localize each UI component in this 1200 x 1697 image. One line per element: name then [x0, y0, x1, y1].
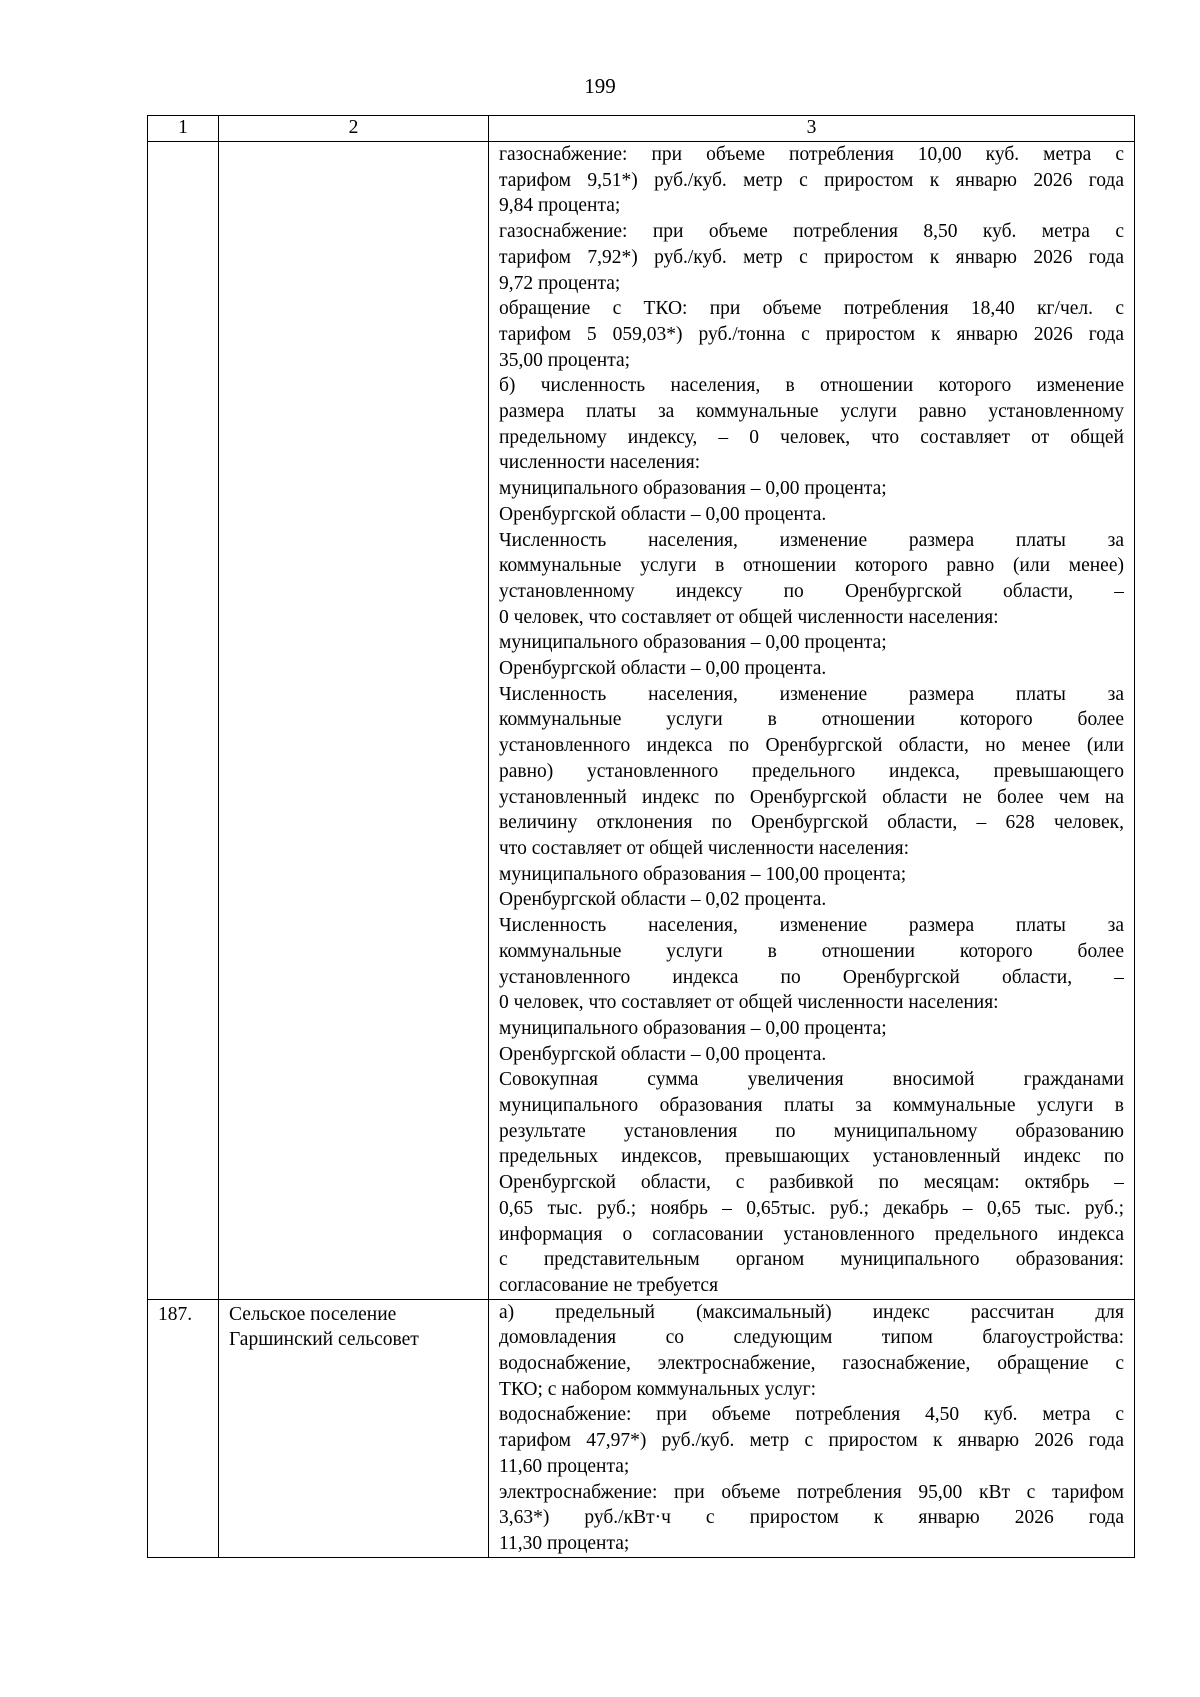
text-line: 0 человек, что составляет от общей численности населения: — [499, 992, 999, 1014]
text-line: коммунальные услуги в отношении которого равно (или менее) — [499, 555, 1124, 577]
municipality-name-cell — [219, 1299, 489, 1557]
text-line: электроснабжение: при объеме потребления 95,00 кВт с тарифом — [499, 1481, 1124, 1503]
text-line: ТКО; с набором коммунальных услуг: — [499, 1378, 817, 1400]
text-line: 35,00 процента; — [499, 349, 631, 371]
column-header-1: 1 — [148, 116, 219, 142]
text-line: информация о согласовании установленного предельного индекса — [499, 1223, 1124, 1245]
text-line: что составляет от общей численности населения: — [499, 837, 910, 859]
text-line: Оренбургской области – 0,00 процента. — [499, 1043, 827, 1065]
text-line: равно) установленного предельного индекса, превышающего — [499, 760, 1124, 782]
row-number-cell — [148, 142, 219, 1300]
municipality-name-line: Сельское поселение — [229, 1303, 397, 1325]
description-cell — [489, 142, 1135, 1300]
text-line: Численность населения, изменение размера платы за — [499, 683, 1124, 705]
text-line: 11,60 процента; — [499, 1455, 630, 1477]
text-line: тарифом 5 059,03*) руб./тонна с приростом к январю 2026 года — [499, 323, 1124, 345]
text-line: тарифом 7,92*) руб./куб. метр с приростом к январю 2026 года — [499, 246, 1124, 268]
text-line: Численность населения, изменение размера платы за — [499, 529, 1124, 551]
text-line: муниципального образования платы за коммунальные услуги в — [499, 1095, 1124, 1117]
text-line: установленному индексу по Оренбургской области, – — [499, 580, 1124, 602]
row-number: 187. — [158, 1303, 193, 1325]
text-line: Оренбургской области – 0,00 процента. — [499, 503, 827, 525]
text-line: газоснабжение: при объеме потребления 8,50 куб. метра с — [499, 221, 1124, 243]
municipality-name-line: Гаршинский сельсовет — [229, 1329, 419, 1351]
row-number-cell — [148, 1299, 219, 1557]
text-line: 0 человек, что составляет от общей численности населения: — [499, 606, 999, 628]
text-line: а) предельный (максимальный) индекс рассчитан для — [499, 1301, 1124, 1323]
text-line: обращение с ТКО: при объеме потребления 18,40 кг/чел. с — [499, 298, 1124, 320]
text-line: 0,65 тыс. руб.; ноябрь – 0,65тыс. руб.; декабрь – 0,65 тыс. руб.; — [499, 1197, 1124, 1219]
text-line: установленного индекса по Оренбургской области, но менее (или — [499, 735, 1124, 757]
text-line: Оренбургской области, с разбивкой по месяцам: октябрь – — [499, 1172, 1124, 1194]
page-number: 199 — [584, 74, 616, 98]
text-line: установленный индекс по Оренбургской области не более чем на — [499, 786, 1124, 808]
text-line: величину отклонения по Оренбургской области, – 628 человек, — [499, 812, 1124, 834]
text-line: Оренбургской области – 0,02 процента. — [499, 889, 827, 911]
table-row-continuation — [148, 142, 1135, 1300]
table-header-row — [148, 116, 1135, 142]
text-line: водоснабжение, электроснабжение, газоснабжение, обращение с — [499, 1353, 1124, 1375]
text-line: установленного индекса по Оренбургской области, – — [499, 966, 1124, 988]
text-line: коммунальные услуги в отношении которого более — [499, 940, 1124, 962]
text-line: согласование не требуется — [499, 1274, 719, 1296]
column-header-3: 3 — [489, 116, 1135, 142]
text-line: тарифом 47,97*) руб./куб. метр с приростом к январю 2026 года — [499, 1430, 1124, 1452]
municipality-name-cell — [219, 142, 489, 1300]
column-header-2: 2 — [219, 116, 489, 142]
text-line: предельному индексу, – 0 человек, что составляет от общей — [499, 426, 1124, 448]
text-line: газоснабжение: при объеме потребления 10,00 куб. метра с — [499, 144, 1124, 165]
text-line: б) численность населения, в отношении которого изменение — [499, 375, 1124, 397]
text-line: размера платы за коммунальные услуги равно установленному — [499, 401, 1124, 423]
text-line: численности населения: — [499, 452, 701, 474]
text-line: 9,84 процента; — [499, 195, 621, 217]
text-line: муниципального образования – 0,00 процента; — [499, 632, 887, 654]
document-table — [147, 115, 1135, 1558]
text-line: 11,30 процента; — [499, 1532, 630, 1554]
text-line: результате установления по муниципальному образованию — [499, 1120, 1124, 1142]
text-line: 9,72 процента; — [499, 272, 621, 294]
text-line: предельных индексов, превышающих установленный индекс по — [499, 1146, 1124, 1168]
text-line: водоснабжение: при объеме потребления 4,50 куб. метра с — [499, 1404, 1124, 1426]
text-line: тарифом 9,51*) руб./куб. метр с приростом к январю 2026 года — [499, 169, 1124, 191]
description-cell — [489, 1299, 1135, 1557]
text-line: Численность населения, изменение размера платы за — [499, 915, 1124, 937]
text-line: 3,63*) руб./кВт·ч с приростом к январю 2026 года — [499, 1507, 1124, 1529]
text-line: Оренбургской области – 0,00 процента. — [499, 658, 827, 680]
text-line: муниципального образования – 100,00 процента; — [499, 863, 907, 885]
table-row-187 — [148, 1299, 1135, 1557]
text-line: муниципального образования – 0,00 процента; — [499, 1017, 887, 1039]
text-line: домовладения со следующим типом благоустройства: — [499, 1327, 1124, 1349]
text-line: с представительным органом муниципального образования: — [499, 1249, 1124, 1271]
text-line: коммунальные услуги в отношении которого более — [499, 709, 1124, 731]
text-line: муниципального образования – 0,00 процента; — [499, 478, 887, 500]
text-line: Совокупная сумма увеличения вносимой гражданами — [499, 1069, 1124, 1091]
